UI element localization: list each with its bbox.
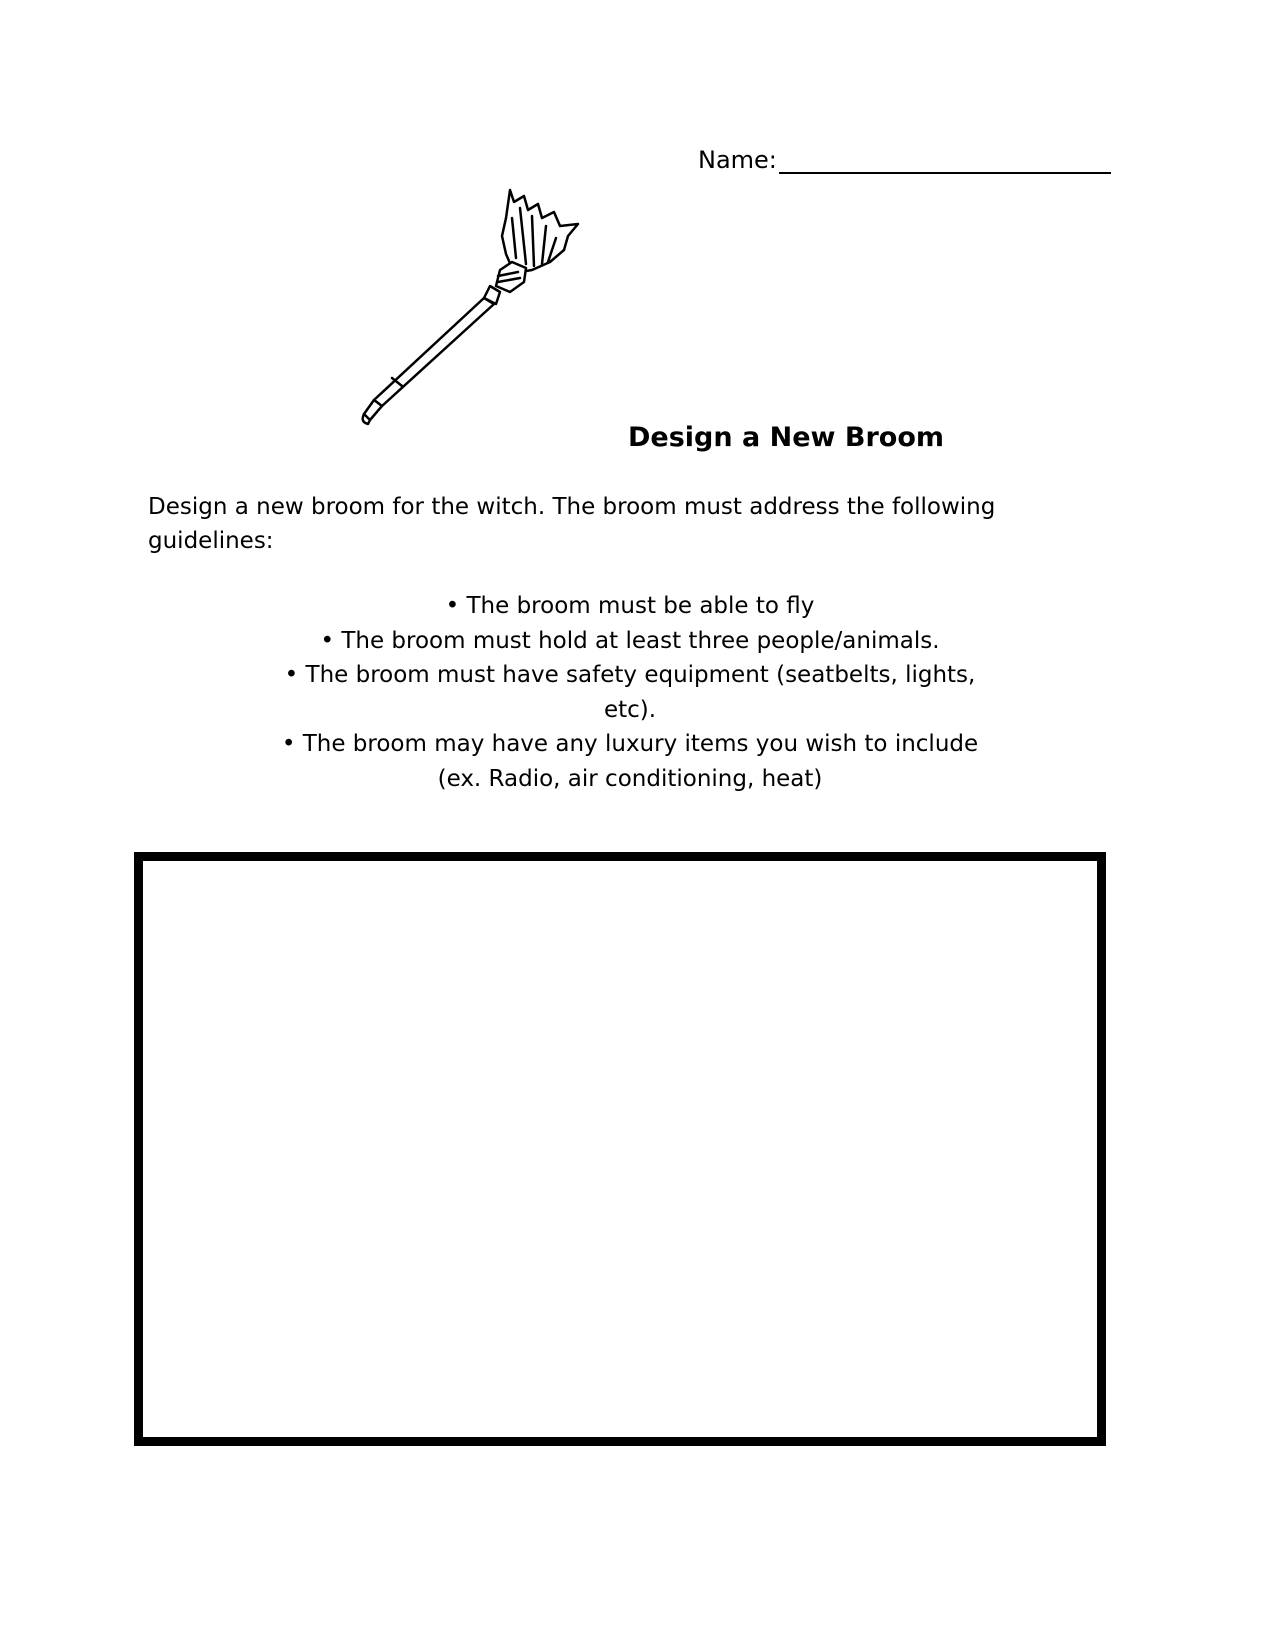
name-blank-line[interactable]	[779, 148, 1111, 174]
page-title: Design a New Broom	[628, 422, 944, 453]
drawing-area-box[interactable]	[134, 852, 1106, 1446]
guideline-item: • The broom may have any luxury items you wish to include (ex. Radio, air conditioning, heat)	[281, 731, 979, 792]
name-field	[698, 146, 1111, 174]
name-label: Name:	[698, 146, 777, 174]
guidelines-list	[260, 589, 1000, 796]
guideline-item: • The broom must hold at least three people/animals.	[320, 627, 940, 654]
guideline-item: • The broom must be able to fly	[445, 593, 815, 619]
instructions-paragraph: Design a new broom for the witch. The broom must address the following guidelines:	[148, 494, 996, 554]
guideline-item: • The broom must have safety equipment (seatbelts, lights, etc).	[284, 662, 976, 723]
broom-icon	[360, 188, 600, 438]
